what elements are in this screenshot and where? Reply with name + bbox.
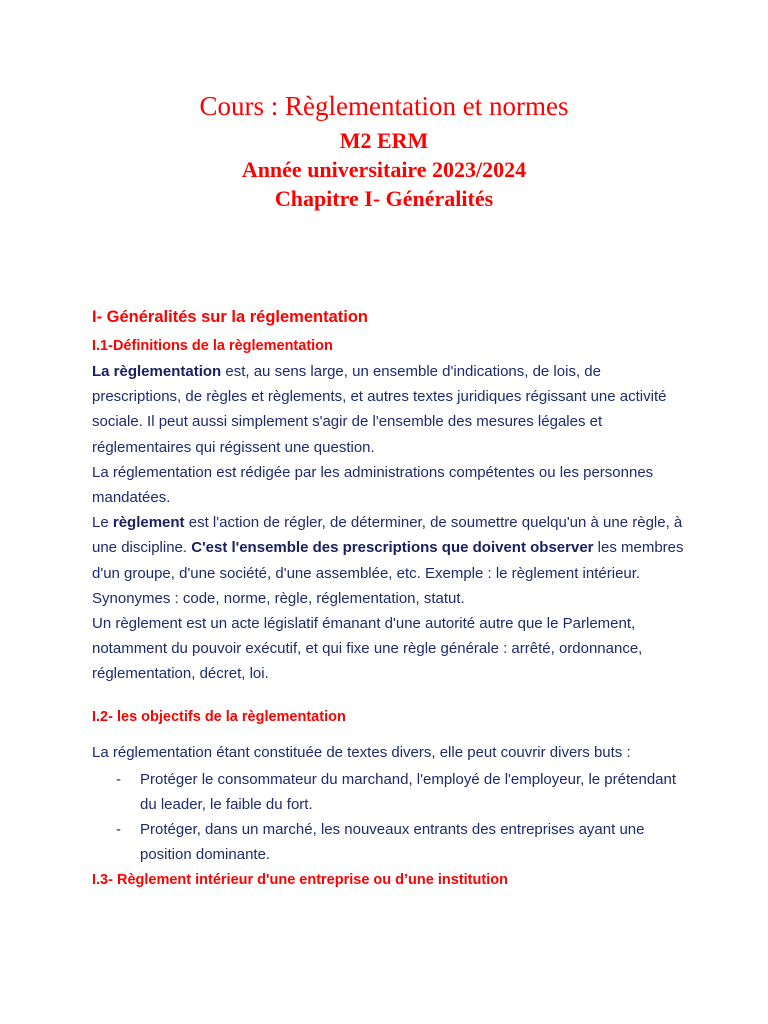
list-item (92, 817, 692, 867)
list-item-text: Protéger, dans un marché, les nouveaux entrants des entreprises ayant une position dominante. (140, 821, 645, 864)
paragraph-reglement (92, 510, 692, 586)
paragraph-text: est, au sens large, un ensemble d'indications, de lois, de prescriptions, de règles et règlements, et autres textes juridiques régissant une activité sociale. Il peut aussi simplement s'agir de l'ensemble des mesures légales et réglementaires qui régissent une question. (92, 363, 667, 456)
academic-year: Année universitaire 2023/2024 (241, 157, 527, 182)
paragraph-text: Le (92, 514, 113, 532)
paragraph-legislative-act: Un règlement est un acte législatif émanant d'une autorité autre que le Parlement, notamment du pouvoir exécutif, et qui fixe une règle générale : arrêté, ordonnance, réglementation, décret, loi. (92, 615, 643, 683)
list-item (92, 767, 692, 817)
bold-phrase: C'est l'ensemble des prescriptions que doivent observer (191, 539, 594, 557)
course-level: M2 ERM (339, 128, 429, 153)
bullet-dash: - (116, 821, 121, 839)
document-body (92, 300, 692, 893)
bold-term: règlement (112, 514, 185, 532)
paragraph-text: est l'action de régler, de déterminer, de soumettre quelqu'un à une règle, à une discipline. (92, 514, 683, 557)
paragraph-objectives-intro: La réglementation étant constituée de textes divers, elle peut couvrir divers buts : (92, 743, 631, 761)
subsection-heading-internal-rules: I.3- Règlement intérieur d'une entreprise ou d’une institution (92, 871, 508, 888)
paragraph-definition (92, 359, 692, 460)
course-title: Cours : Règlementation et normes (199, 91, 569, 121)
paragraph-drafting: La réglementation est rédigée par les administrations compétentes ou les personnes mandatées. (92, 463, 654, 507)
paragraph-synonyms: Synonymes : code, norme, règle, réglementation, statut. (92, 589, 465, 607)
bullet-dash: - (116, 770, 121, 788)
title-block (0, 86, 768, 213)
subsection-heading-objectives: I.2- les objectifs de la règlementation (92, 708, 346, 725)
section-heading: I- Généralités sur la réglementation (92, 308, 369, 326)
bold-term: La règlementation (92, 363, 222, 380)
objectives-list (92, 767, 692, 868)
list-item-text: Protéger le consommateur du marchand, l'employé de l'employeur, le prétendant du leader, le faible du fort. (140, 770, 677, 814)
paragraph-text: les membres d'un groupe, d'une société, d'une assemblée, etc. Exemple : le règlement intérieur. (92, 539, 684, 582)
subsection-heading-definitions: I.1-Définitions de la règlementation (92, 338, 333, 354)
chapter-title: Chapitre I- Généralités (274, 186, 494, 211)
